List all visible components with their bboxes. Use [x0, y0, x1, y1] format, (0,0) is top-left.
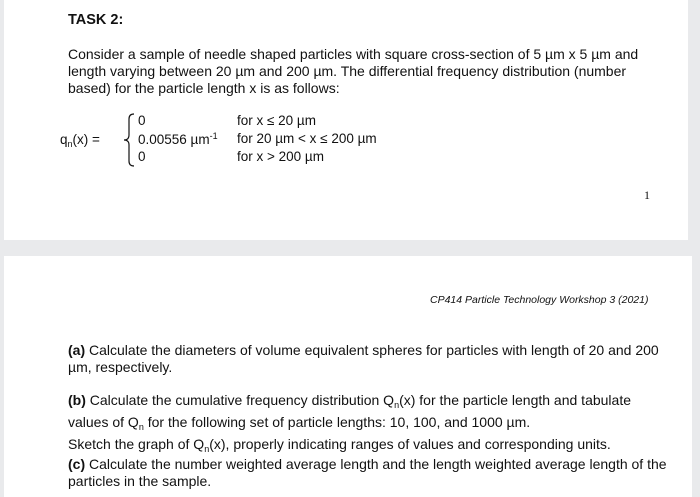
case-2-value	[138, 131, 218, 147]
page-header: CP414 Particle Technology Workshop 3 (2021)	[430, 294, 649, 306]
document-page-1	[4, 0, 688, 240]
case-1-condition: for x ≤ 20 µm	[237, 113, 316, 128]
page-number: 1	[644, 188, 650, 202]
question-b-sub-1: n	[394, 400, 400, 410]
question-b	[68, 392, 668, 458]
question-b-text-5: (x), properly indicating ranges of values and corresponding units.	[209, 436, 611, 452]
case-2-condition: for 20 µm < x ≤ 200 µm	[237, 131, 377, 146]
question-b-text-2: (x) for the particle length and tabulate values of Q	[68, 392, 631, 430]
function-lhs	[60, 132, 100, 149]
question-b-text-4: Sketch the graph of Q	[68, 436, 205, 452]
task-intro-paragraph: Consider a sample of needle shaped particles with square cross-section of 5 µm x 5 µm and length varying between 20 µm and 200 µm. The differential frequency distribution (number based) for the particle length x is as follows:	[68, 46, 639, 96]
case-2-value-text: 0.00556 µm	[138, 132, 210, 147]
question-b-text-1: Calculate the cumulative frequency distribution Q	[85, 392, 395, 408]
task-title: TASK 2:	[68, 12, 124, 28]
question-b-sub-3: n	[204, 444, 210, 454]
function-lhs-rest: (x) =	[72, 132, 100, 147]
question-a-text: Calculate the diameters of volume equivalent spheres for particles with length of 20 and 200 µm, respectively.	[68, 342, 659, 375]
case-2-value-exponent: -1	[209, 131, 218, 141]
question-a	[68, 342, 668, 376]
question-b-sub-2: n	[138, 422, 144, 432]
function-lhs-q: q	[60, 132, 68, 147]
case-3-value: 0	[138, 149, 146, 164]
question-c	[68, 456, 668, 490]
question-c-text: Calculate the number weighted average length and the length weighted average length of the particles in the sample.	[68, 456, 667, 489]
function-lhs-subscript: n	[67, 139, 73, 149]
question-a-label: (a)	[68, 342, 86, 358]
question-b-text-3: for the following set of particle lengths: 10, 100, and 1000 µm.	[143, 414, 531, 430]
case-3-condition: for x > 200 µm	[237, 149, 324, 164]
question-b-label: (b)	[68, 392, 86, 408]
question-c-label: (c)	[68, 456, 86, 472]
curly-brace-icon	[122, 113, 136, 167]
case-1-value: 0	[138, 113, 146, 128]
document-page-2	[4, 256, 692, 497]
